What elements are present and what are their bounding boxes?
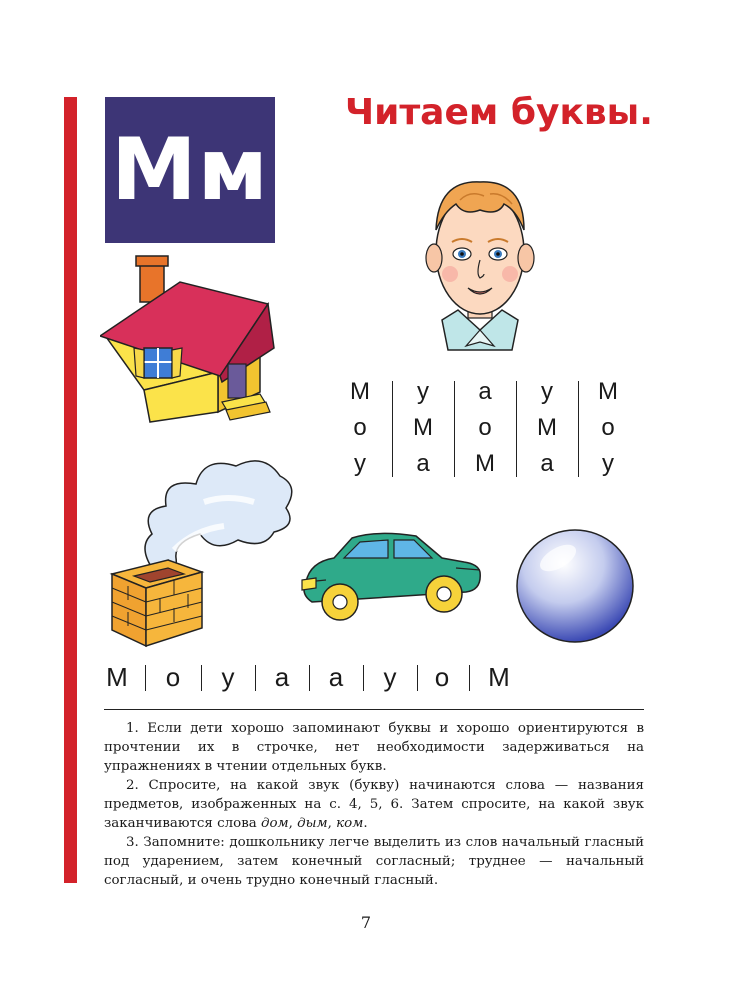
note-2 (104, 776, 644, 833)
grid-letter: у (354, 450, 366, 477)
boy-face-illustration (420, 170, 540, 355)
row-letter: у (383, 662, 397, 692)
grid-letter: М (350, 378, 370, 405)
grid-divider (392, 381, 393, 477)
row-divider (417, 665, 418, 691)
grid-letter: о (353, 414, 367, 441)
letter-box (105, 97, 275, 243)
row-letter: а (328, 662, 344, 692)
page-number: 7 (360, 913, 372, 932)
ball-illustration (512, 526, 638, 646)
note-2-word-kom: ком (336, 816, 364, 831)
chimney-smoke-illustration (104, 450, 304, 650)
row-letter: М (106, 662, 128, 692)
grid-letter: а (416, 450, 430, 477)
note-1: 1. Если дети хорошо запоминают буквы и хорошо ориентируются в прочтении их в строчке, нет необходимости задерживаться на упражнениях в чтении отдельных букв. (104, 721, 644, 774)
row-letter: о (165, 662, 181, 692)
grid-letter: а (478, 378, 492, 405)
grid-letter: а (540, 450, 554, 477)
grid-divider (516, 381, 517, 477)
row-divider (363, 665, 364, 691)
note-2-text: 2. Спросите, на какой звук (букву) начинаются слова — названия предметов, изображенных на с. 4, 5, 6. Затем спросите, на какой звук заканчиваются слова (104, 778, 644, 831)
teacher-notes (104, 719, 644, 890)
row-letter: а (274, 662, 290, 692)
grid-letter: М (598, 378, 618, 405)
grid-divider (454, 381, 455, 477)
grid-letter: М (475, 450, 495, 477)
red-margin-bar (64, 97, 77, 883)
car-illustration (296, 528, 488, 628)
grid-letter: о (601, 414, 615, 441)
row-divider (469, 665, 470, 691)
row-divider (201, 665, 202, 691)
row-letter: М (488, 662, 510, 692)
row-divider (255, 665, 256, 691)
note-2-word-dom: дом (260, 816, 289, 831)
row-divider (309, 665, 310, 691)
letter-row (100, 660, 520, 694)
row-letter: у (221, 662, 235, 692)
grid-letter: о (478, 414, 492, 441)
grid-letter: у (417, 378, 429, 405)
row-letter: о (434, 662, 450, 692)
page-title: Читаем буквы. (345, 92, 653, 133)
row-divider (145, 665, 146, 691)
grid-letter: у (541, 378, 553, 405)
house-illustration (100, 252, 275, 427)
note-2-end: . (363, 816, 368, 831)
grid-letter: у (602, 450, 614, 477)
note-3: 3. Запомните: дошкольнику легче выделить из слов начальный гласный под ударением, затем конечный согласный; труднее — начальный согласный, и очень трудно конечный гласный. (104, 835, 644, 888)
syllable-grid (338, 377, 630, 482)
note-2-word-dym: дым (297, 816, 328, 831)
grid-divider (578, 381, 579, 477)
grid-letter: М (413, 414, 433, 441)
grid-letter: М (537, 414, 557, 441)
notes-divider (104, 709, 644, 710)
note-2-separator: , (288, 816, 298, 831)
letter-label: Мм (111, 120, 269, 220)
note-2-separator: , (327, 816, 337, 831)
